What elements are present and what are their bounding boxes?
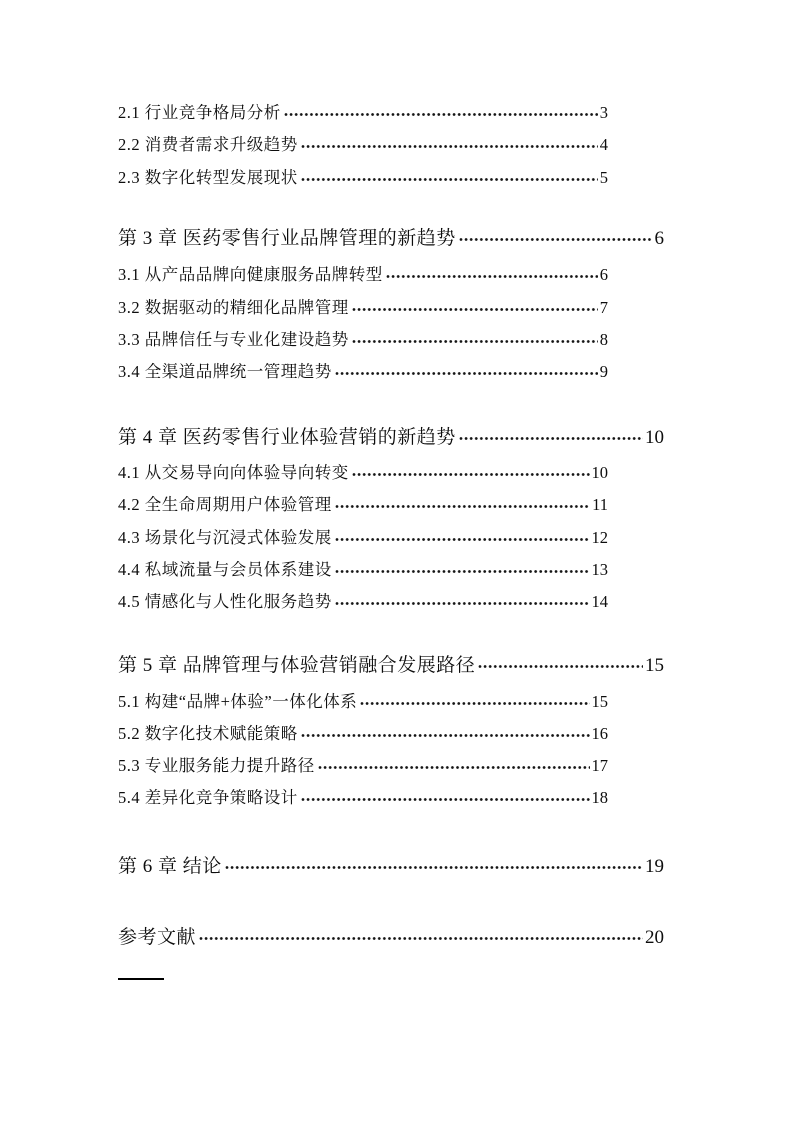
toc-entry-label: 3.2 数据驱动的精细化品牌管理 xyxy=(118,298,349,317)
toc-entry-page-number: 4 xyxy=(599,135,608,154)
dot-leader-icon xyxy=(360,701,589,706)
toc-entry xyxy=(118,722,608,746)
toc-entry-page-number: 20 xyxy=(645,927,664,948)
toc-entry-label: 4.2 全生命周期用户体验管理 xyxy=(118,495,332,514)
toc-entry-label: 2.3 数字化转型发展现状 xyxy=(118,168,298,187)
toc-entry xyxy=(118,786,608,810)
toc-entry-label: 第 4 章 医药零售行业体验营销的新趋势 xyxy=(118,427,456,448)
toc-entry-page-number: 6 xyxy=(654,228,664,249)
toc-entry xyxy=(118,133,608,157)
dot-leader-icon xyxy=(225,865,643,870)
dot-leader-icon xyxy=(352,472,590,477)
toc-entry xyxy=(118,652,664,679)
toc-entry xyxy=(118,166,608,190)
toc-entry-page-number: 18 xyxy=(591,788,608,807)
dot-leader-icon xyxy=(335,601,590,606)
dot-leader-icon xyxy=(459,237,653,242)
toc-entry-label: 第 5 章 品牌管理与体验营销融合发展路径 xyxy=(118,655,476,676)
footnote-separator-line xyxy=(118,978,164,980)
toc-entry-label: 5.3 专业服务能力提升路径 xyxy=(118,756,315,775)
dot-leader-icon xyxy=(335,371,598,376)
dot-leader-icon xyxy=(386,274,598,279)
toc-entry-page-number: 6 xyxy=(599,265,608,284)
dot-leader-icon xyxy=(301,733,590,738)
toc-entry xyxy=(118,360,608,384)
toc-entry-label: 4.5 情感化与人性化服务趋势 xyxy=(118,592,332,611)
dot-leader-icon xyxy=(335,569,590,574)
toc-entry-page-number: 10 xyxy=(645,427,664,448)
dot-leader-icon xyxy=(352,307,598,312)
toc-entry-page-number: 14 xyxy=(591,592,608,611)
toc-entry xyxy=(118,424,664,451)
toc-entry xyxy=(118,754,608,778)
toc-entry-label: 5.1 构建“品牌+体验”一体化体系 xyxy=(118,692,358,711)
toc-entry-label: 第 6 章 结论 xyxy=(118,856,222,877)
toc-entry xyxy=(118,924,664,951)
toc-entry-label: 5.2 数字化技术赋能策略 xyxy=(118,724,298,743)
dot-leader-icon xyxy=(459,436,643,441)
toc-entry-page-number: 5 xyxy=(599,168,608,187)
dot-leader-icon xyxy=(301,797,590,802)
toc-entry xyxy=(118,296,608,320)
dot-leader-icon xyxy=(318,765,590,770)
toc-entry xyxy=(118,225,664,252)
toc-entry-page-number: 15 xyxy=(591,692,608,711)
toc-entry-page-number: 7 xyxy=(599,298,608,317)
toc-entry-page-number: 13 xyxy=(591,560,608,579)
dot-leader-icon xyxy=(335,537,590,542)
toc-entry xyxy=(118,590,608,614)
toc-entry-page-number: 3 xyxy=(599,103,608,122)
toc-entry-label: 2.2 消费者需求升级趋势 xyxy=(118,135,298,154)
dot-leader-icon xyxy=(352,339,598,344)
toc-entry-page-number: 19 xyxy=(645,856,664,877)
toc-entry-page-number: 9 xyxy=(599,362,608,381)
toc-entry-label: 第 3 章 医药零售行业品牌管理的新趋势 xyxy=(118,228,456,249)
toc-entry-label: 参考文献 xyxy=(118,927,197,948)
dot-leader-icon xyxy=(301,144,598,149)
toc-entry-page-number: 16 xyxy=(591,724,608,743)
toc-entry-page-number: 11 xyxy=(592,495,608,514)
dot-leader-icon xyxy=(301,177,598,182)
toc-entry-page-number: 12 xyxy=(591,528,608,547)
toc-entry-label: 4.4 私域流量与会员体系建设 xyxy=(118,560,332,579)
toc-entry-page-number: 10 xyxy=(591,463,608,482)
dot-leader-icon xyxy=(284,112,598,117)
dot-leader-icon xyxy=(478,664,643,669)
toc-entry xyxy=(118,328,608,352)
toc-entry-label: 5.4 差异化竞争策略设计 xyxy=(118,788,298,807)
dot-leader-icon xyxy=(335,504,590,509)
toc-entry xyxy=(118,461,608,485)
toc-entry-page-number: 15 xyxy=(645,655,664,676)
toc-entry xyxy=(118,493,608,517)
toc-entry-label: 3.3 品牌信任与专业化建设趋势 xyxy=(118,330,349,349)
dot-leader-icon xyxy=(199,936,643,941)
toc-entry-label: 2.1 行业竞争格局分析 xyxy=(118,103,281,122)
toc-entry-label: 4.3 场景化与沉浸式体验发展 xyxy=(118,528,332,547)
toc-entry xyxy=(118,101,608,125)
toc-entry-page-number: 17 xyxy=(591,756,608,775)
toc-entry-label: 3.1 从产品品牌向健康服务品牌转型 xyxy=(118,265,383,284)
toc-entry-label: 3.4 全渠道品牌统一管理趋势 xyxy=(118,362,332,381)
toc-entry xyxy=(118,263,608,287)
toc-entry xyxy=(118,558,608,582)
toc-entry xyxy=(118,526,608,550)
toc-entry xyxy=(118,853,664,880)
toc-entry xyxy=(118,690,608,714)
toc-entry-label: 4.1 从交易导向向体验导向转变 xyxy=(118,463,349,482)
toc-entry-page-number: 8 xyxy=(599,330,608,349)
